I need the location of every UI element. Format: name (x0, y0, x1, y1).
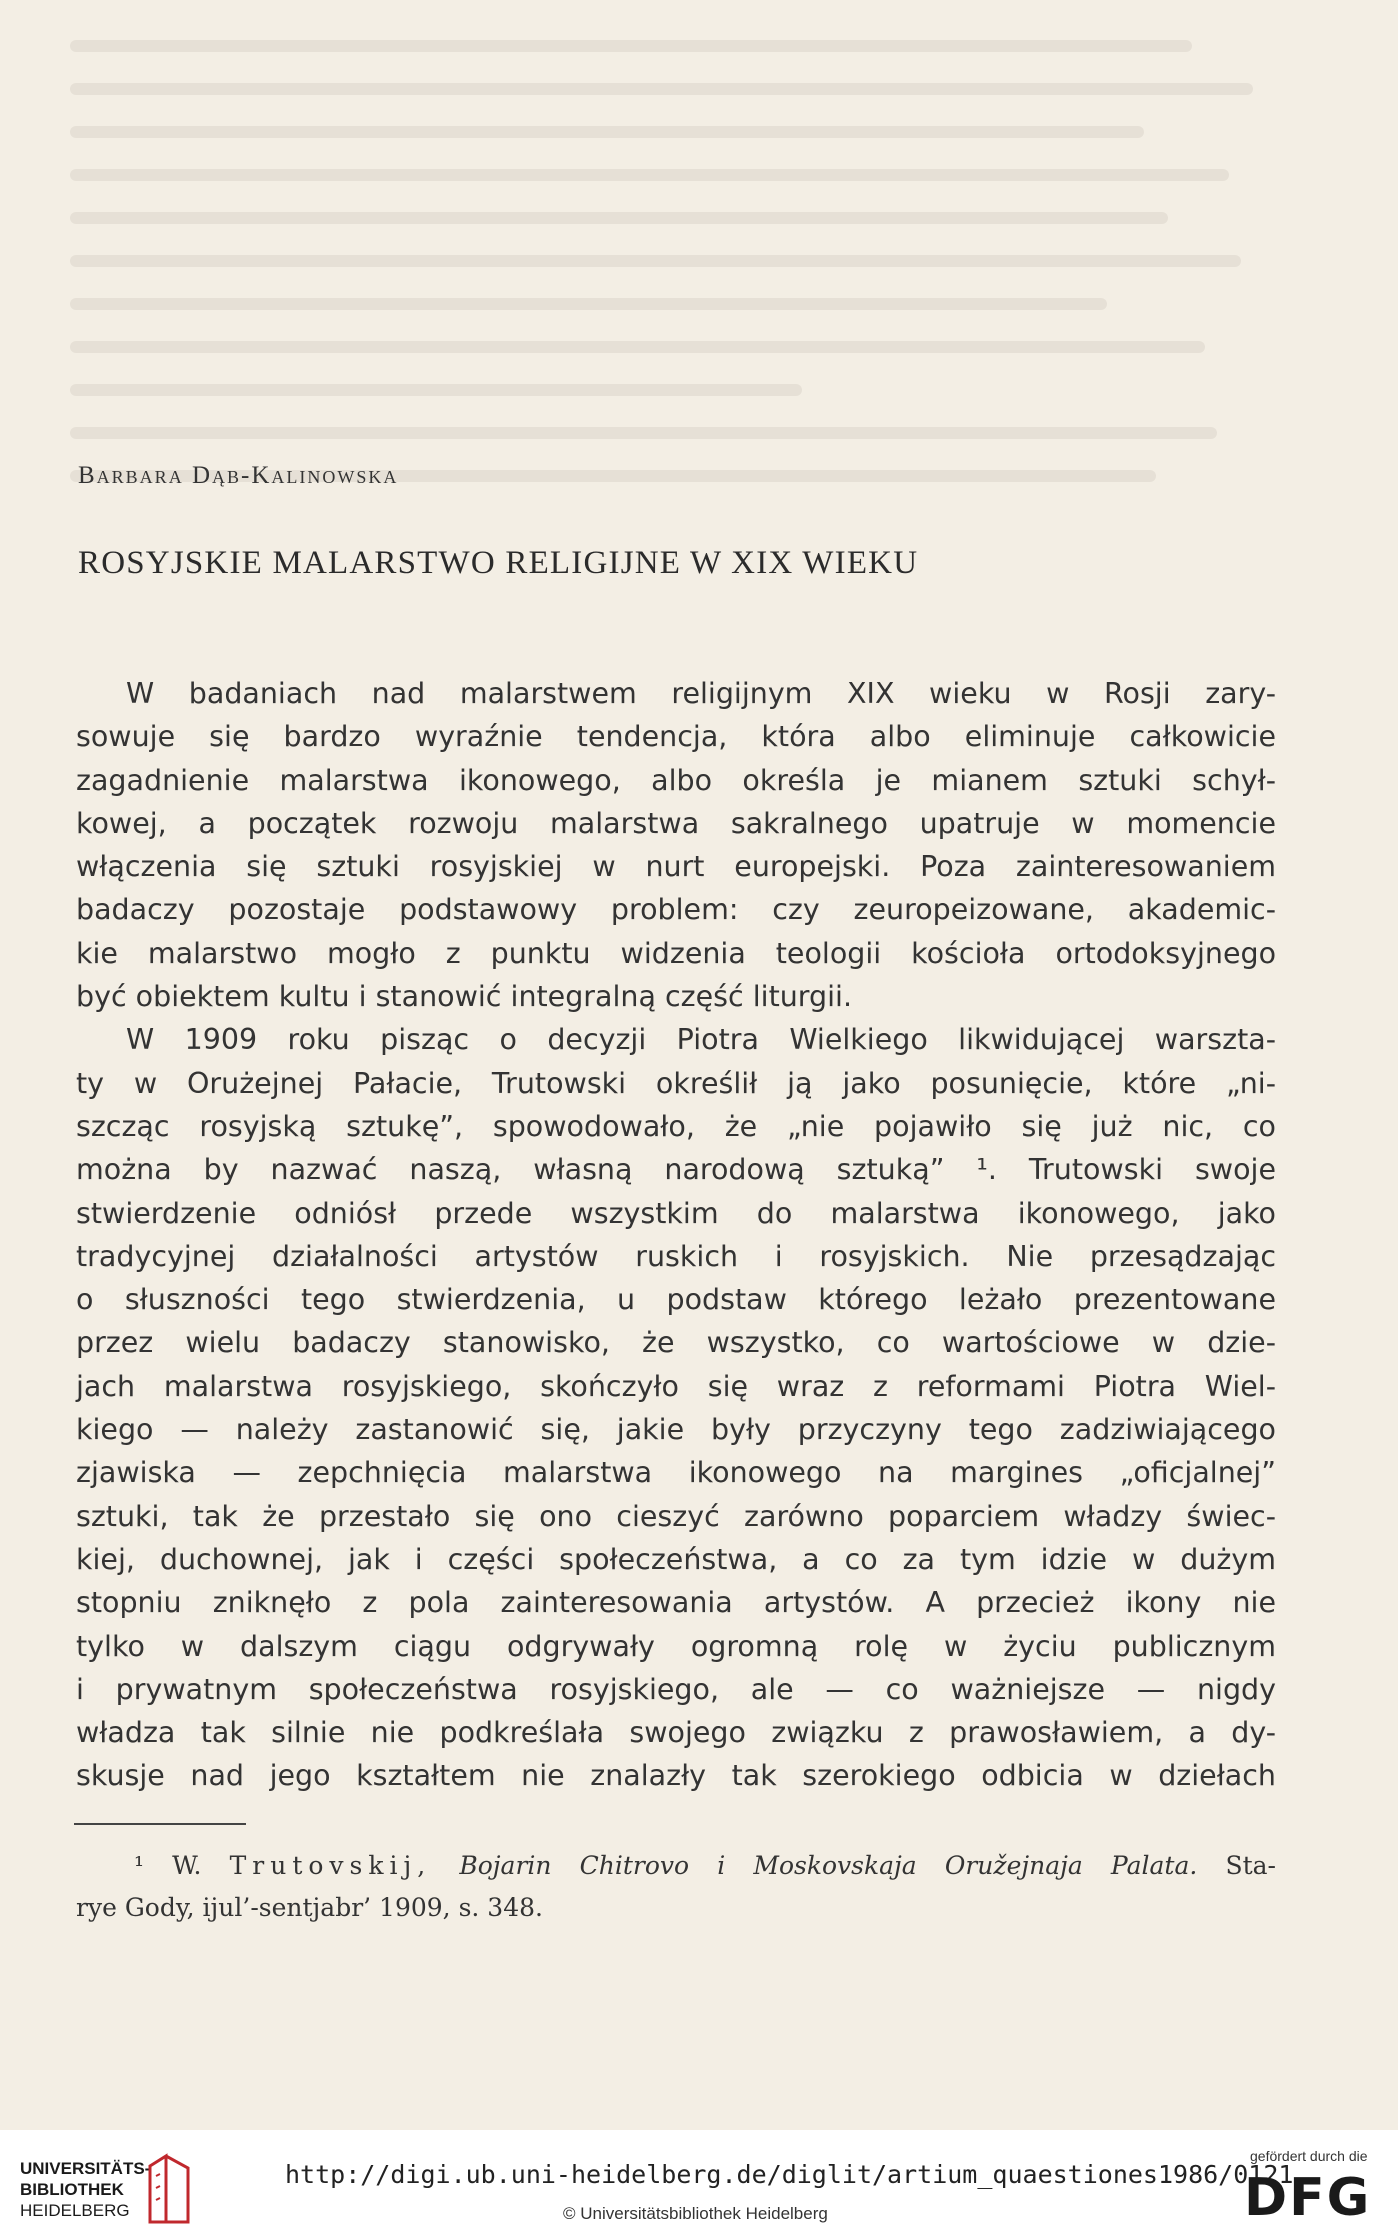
body-text (76, 672, 1276, 1798)
footnote-marker: ¹ W. (134, 1851, 202, 1880)
footnote-continuation: Sta- (1225, 1851, 1277, 1880)
body-line: przez wielu badaczy stanowisko, że wszystko, co wartościowe w dzie- (76, 1326, 1276, 1360)
body-line: jach malarstwa rosyjskiego, skończyło się wraz z reformami Piotra Wiel- (76, 1369, 1276, 1403)
body-line: tylko w dalszym ciągu odgrywały ogromną rolę w życiu publicznym (76, 1629, 1276, 1663)
library-logo-icon (144, 2148, 194, 2228)
footnote-separator (74, 1823, 246, 1825)
body-line: badaczy pozostaje podstawowy problem: czy zeuropeizowane, akademic- (76, 893, 1276, 927)
body-line: stopniu zniknęło z pola zainteresowania artystów. A przecież ikony nie (76, 1586, 1276, 1620)
library-line-1: UNIVERSITÄTS- (20, 2159, 151, 2178)
body-line: władza tak silnie nie podkreślała swojego związku z prawosławiem, a dy- (76, 1716, 1276, 1750)
body-line: W 1909 roku pisząc o decyzji Piotra Wielkiego likwidującej warszta- (126, 1023, 1276, 1057)
body-line: kowej, a początek rozwoju malarstwa sakralnego upatruje w momencie (76, 806, 1276, 840)
body-line: skusje nad jego kształtem nie znalazły tak szerokiego odbicia w dziełach (76, 1759, 1276, 1793)
footnote (76, 1845, 1276, 1929)
library-line-3: HEIDELBERG (20, 2201, 130, 2220)
funding-note: gefördert durch die (1250, 2148, 1368, 2164)
page-url[interactable]: http://digi.ub.uni-heidelberg.de/diglit/artium_quaestiones1986/0121 (285, 2160, 1294, 2189)
body-line: zjawiska — zepchnięcia malarstwa ikonowego na margines „oficjalnej” (76, 1456, 1276, 1490)
body-line: ty w Orużejnej Pałacie, Trutowski określił ją jako posunięcie, które „ni- (76, 1066, 1276, 1100)
body-line: kiego — należy zastanowić się, jakie były przyczyny tego zadziwiającego (76, 1413, 1276, 1447)
body-line: stwierdzenie odniósł przede wszystkim do malarstwa ikonowego, jako (76, 1196, 1276, 1230)
footnote-line-1 (76, 1845, 1276, 1887)
body-line: szcząc rosyjską sztukę”, spowodowało, że „nie pojawiło się już nic, co (76, 1109, 1276, 1143)
body-line: tradycyjnej działalności artystów ruskich i rosyjskich. Nie przesądzając (76, 1239, 1276, 1273)
body-line: można by nazwać naszą, własną narodową sztuką” ¹. Trutowski swoje (76, 1153, 1276, 1187)
footnote-title: Bojarin Chitrovo i Moskovskaja Oružejnaja Palata. (459, 1851, 1198, 1880)
body-line: i prywatnym społeczeństwa rosyjskiego, ale — co ważniejsze — nigdy (76, 1672, 1276, 1706)
footnote-line-2: rye Gody, ijul’-sentjabr’ 1909, s. 348. (76, 1893, 543, 1922)
body-line: zagadnienie malarstwa ikonowego, albo określa je mianem sztuki schył- (76, 763, 1276, 797)
library-line-2: BIBLIOTHEK (20, 2180, 124, 2199)
body-line: sowuje się bardzo wyraźnie tendencja, która albo eliminuje całkowicie (76, 720, 1276, 754)
body-line: włączenia się sztuki rosyjskiej w nurt europejski. Poza zainteresowaniem (76, 850, 1276, 884)
body-line: o słuszności tego stwierdzenia, u podstaw którego leżało prezentowane (76, 1283, 1276, 1317)
author-name: Barbara Dąb-Kalinowska (78, 462, 399, 489)
bleed-through-text (70, 40, 1290, 510)
copyright-notice: © Universitätsbibliothek Heidelberg (563, 2204, 828, 2223)
body-line: W badaniach nad malarstwem religijnym XIX wieku w Rosji zary- (126, 677, 1276, 710)
dfg-logo: DFG (1244, 2168, 1372, 2228)
library-name (20, 2158, 160, 2221)
body-line: sztuki, tak że przestało się ono cieszyć zarówno poparciem władzy świec- (76, 1499, 1276, 1533)
body-line: kiej, duchownej, jak i części społeczeństwa, a co za tym idzie w dużym (76, 1542, 1276, 1576)
body-line: być obiektem kultu i stanowić integralną część liturgii. (76, 980, 853, 1014)
footnote-author: Trutovskij, (229, 1851, 432, 1880)
body-line: kie malarstwo mogło z punktu widzenia teologii kościoła ortodoksyjnego (76, 936, 1276, 970)
article-title: ROSYJSKIE MALARSTWO RELIGIJNE W XIX WIEKU (78, 545, 919, 581)
